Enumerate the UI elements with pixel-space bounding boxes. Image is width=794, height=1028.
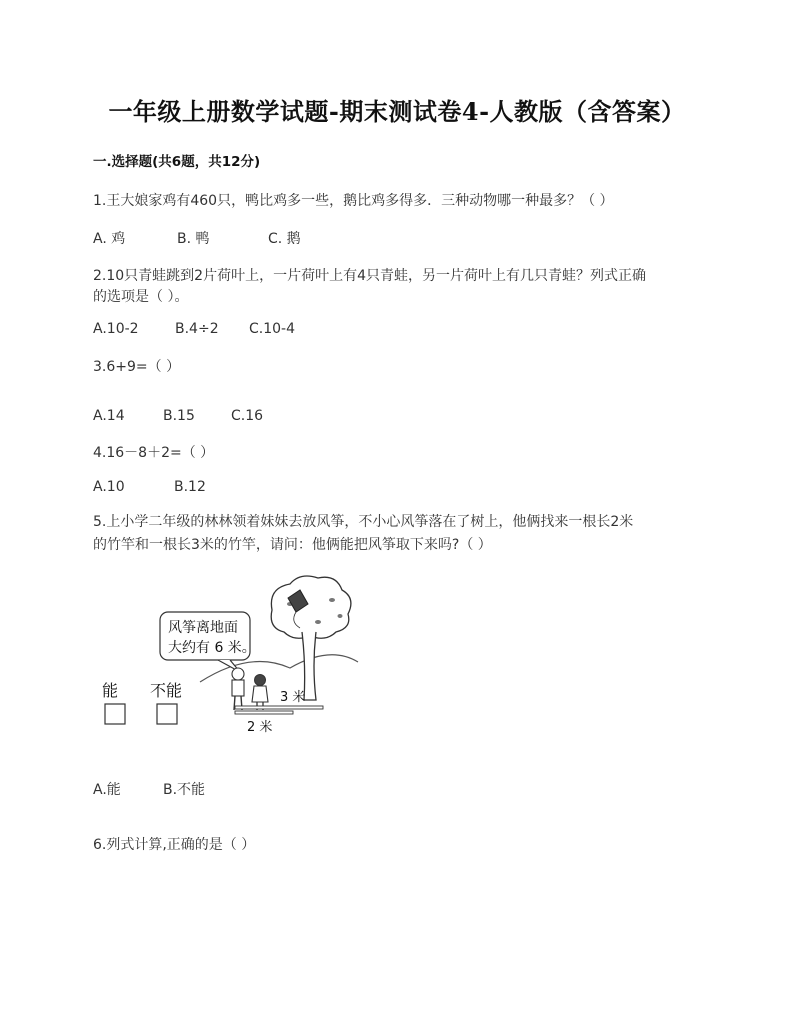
option-a[interactable]: A. 鸡 [93, 231, 126, 247]
question-2-options [93, 321, 295, 337]
option-c[interactable]: C.16 [231, 408, 264, 424]
question-2-text-line-1: 2.10只青蛙跳到2片荷叶上，一片荷叶上有4只青蛙，另一片荷叶上有几只青蛙？列式正确 [93, 268, 646, 284]
question-3-text: 3.6+9=（ ） [93, 359, 181, 375]
question-5-options [93, 779, 205, 799]
choice-yes-box[interactable] [105, 704, 125, 724]
question-1-options [93, 228, 301, 248]
speech-line-1: 风筝离地面 [168, 620, 238, 636]
kite-tree-illustration [90, 570, 360, 740]
boy-figure [232, 668, 244, 710]
option-a[interactable]: A.14 [93, 408, 125, 424]
pole-3m [235, 706, 323, 709]
option-b[interactable]: B. 鸭 [177, 231, 210, 247]
speech-line-2: 大约有 6 米。 [168, 640, 256, 656]
option-b[interactable]: B.12 [174, 479, 206, 495]
question-3-options [93, 408, 263, 424]
pole-2m [235, 711, 293, 714]
option-a[interactable]: A.能 [93, 782, 121, 798]
page-title: 一年级上册数学试题-期末测试卷4-人教版（含答案） [108, 97, 686, 126]
option-a[interactable]: A.10-2 [93, 321, 139, 337]
girl-figure [252, 675, 268, 711]
option-c[interactable]: C. 鹅 [268, 231, 301, 247]
pole-2m-label: 2 米 [247, 720, 273, 735]
option-b[interactable]: B.4÷2 [175, 321, 219, 337]
question-4-text: 4.16－8＋2=（ ） [93, 445, 215, 461]
question-4-options [93, 479, 206, 495]
speech-bubble [160, 612, 256, 672]
question-6-text: 6.列式计算,正确的是（ ） [93, 837, 256, 853]
option-a[interactable]: A.10 [93, 479, 125, 495]
question-2-text-line-2: 的选项是（ ）。 [93, 289, 189, 305]
question-5-text-line-2: 的竹竿和一根长3米的竹竿，请问：他俩能把风筝取下来吗?（ ） [93, 537, 492, 553]
option-c[interactable]: C.10-4 [249, 321, 295, 337]
choice-no-box[interactable] [157, 704, 177, 724]
option-b[interactable]: B.不能 [163, 782, 206, 798]
pole-3m-label: 3 米 [280, 690, 306, 705]
choice-yes-label: 能 [102, 681, 119, 700]
choice-no-label: 不能 [150, 681, 183, 700]
section-heading: 一.选择题(共6题，共12分) [93, 154, 261, 170]
question-5-text-line-1: 5.上小学二年级的林林领着妹妹去放风筝，不小心风筝落在了树上，他俩找来一根长2米 [93, 514, 634, 530]
tree-canopy [271, 576, 351, 638]
question-1-text: 1.王大娘家鸡有460只，鸭比鸡多一些，鹅比鸡多得多．三种动物哪一种最多？（ ） [93, 193, 614, 209]
option-b[interactable]: B.15 [163, 408, 195, 424]
